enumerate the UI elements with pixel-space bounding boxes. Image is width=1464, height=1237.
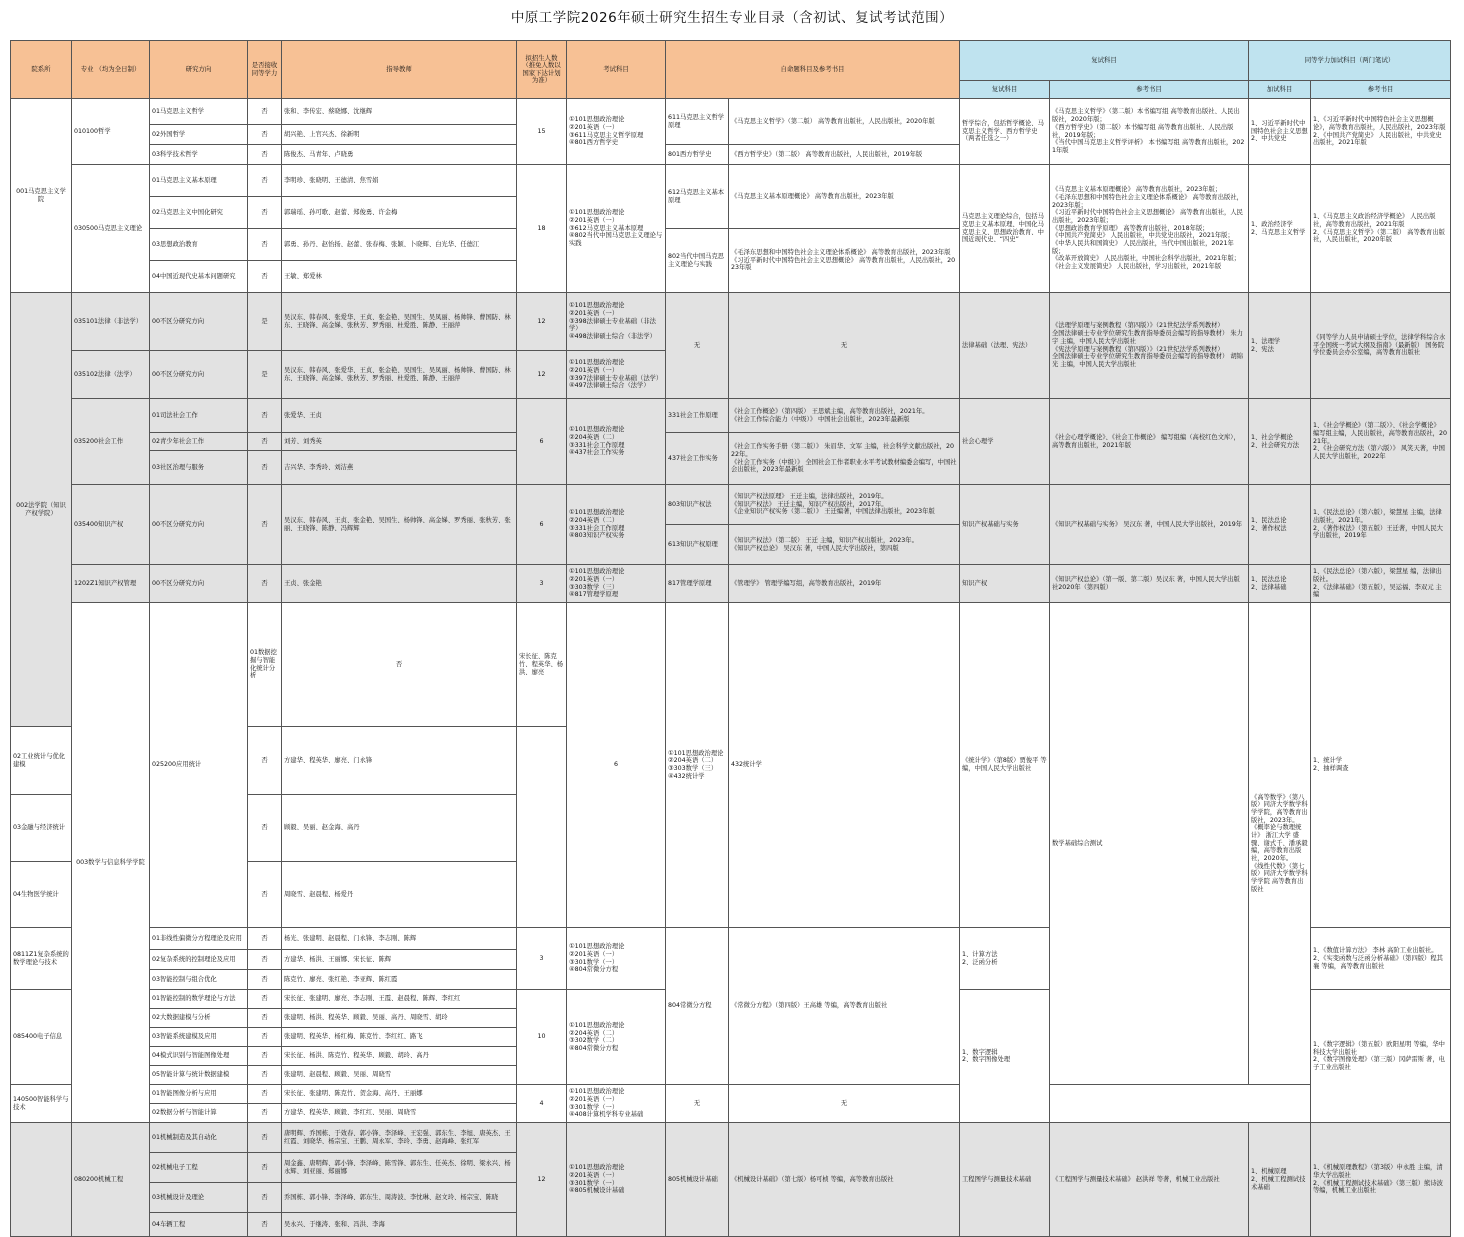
direction-cell: 03科学技术哲学 (150, 145, 248, 165)
header-jiashi-subject: 加试科目 (1249, 81, 1311, 99)
fushi-subject-cell: 马克思主义理论综合，包括马克思主义基本原理、中国化马克思主义、思想政治教育、中国近现代史、“四史” (960, 165, 1050, 293)
direction-cell: 02大数据建模与分析 (150, 1009, 248, 1028)
fushi-ref-cell: 《高等数学》（第八版）同济大学数学科学学院，高等教育出版社，2023年。 《概率论与数理统计》 浙江大学 盛骤、谢式千、潘承毅 编，高等教育出版社，2020年。 《线性代数》（第七版）同济大学数学科学学院 高等教育出版社 (1249, 603, 1311, 1085)
zizhu-book-cell: 《知识产权法》（第二版） 王迁 主编，知识产权出版社，2023年。 《知识产权总论》 吴汉东 著，中国人民大学出版社，第四版 (729, 525, 960, 565)
zizhu-subject-cell: 611马克思主义哲学原理 (666, 99, 729, 145)
zizhu-subject-cell: 612马克思主义基本原理 (666, 165, 729, 229)
zizhu-book-cell: 《统计学》（第8版）贾俊平 等编，中国人民大学出版社 (960, 603, 1050, 928)
direction-cell: 00不区分研究方向 (150, 485, 248, 565)
direction-cell: 02外国哲学 (150, 125, 248, 145)
advisor-cell: 李明珍、张晓明、王德清、焦雪娟 (282, 165, 517, 197)
advisor-cell: 周金鑫、唐明辉、郭小锋、李泽峰、陈雪锋、郭东生、任英杰、徐明、梁永兴、杨永辉、刘亚丽、郑丽娜 (282, 1153, 517, 1183)
exam-cell: ①101思想政治理论 ②204英语（二） ③302数学（二） ④804常微分方程 (567, 990, 666, 1085)
header-jiashi: 同等学力加试科目（两门笔试） (1249, 41, 1451, 81)
advisor-cell: 郭瑞瑶、孙可歌、赵蕾、郑俊勇、许金梅 (282, 197, 517, 229)
advisor-cell: 张建明、赵晨程、顾毅、吴丽、周晓雪 (282, 1066, 517, 1085)
tongdeng-cell: 否 (248, 1213, 282, 1237)
advisor-cell: 吴汉东、韩春风、张爱华、王贞、张金艳、吴国生、吴凤丽、杨帅锋、曹国防、林东、王晓锋、高金娣、张秋芳、罗秀丽、杜爱胜、陈静、王丽萍 (282, 351, 517, 399)
tongdeng-cell: 否 (248, 125, 282, 145)
tongdeng-cell: 否 (248, 197, 282, 229)
direction-cell: 04车辆工程 (150, 1213, 248, 1237)
direction-cell: 03社区治理与服务 (150, 451, 248, 485)
exam-cell: ①101思想政治理论 ②201英语（一） ③301数学（一） ④804常微分方程 (567, 928, 666, 990)
fushi-ref-cell: 《马克思主义基本原理概论》 高等教育出版社，2023年版； 《毛泽东思想和中国特色社会主义理论体系概论》 高等教育出版社，2023年版； 《习近平新时代中国特色社会主义思想概论》 高等教育出版社，人民出版社，2023年版； 《思想政治教育学原理》 高等教育出版社，2018年版； 《中国共产党简史》 人民出版社，中共党史出版社，2021年版； 《中华人民共和国简史》 人民出版社，当代中国出版社，2021年版； 《改革开放简史》 人民出版社，中国社会科学出版社，2021年版； 《社会主义发展简史》 人民出版社，学习出版社，2021年版 (1050, 165, 1249, 293)
direction-cell: 02马克思主义中国化研究 (150, 197, 248, 229)
plan-cell: 18 (517, 165, 567, 293)
direction-cell: 04模式识别与智能图像处理 (150, 1047, 248, 1066)
plan-cell: 3 (517, 565, 567, 603)
direction-cell: 01数据挖掘与智能化统计分析 (248, 603, 282, 727)
header-fushi-subject: 复试科目 (960, 81, 1050, 99)
exam-cell: ①101思想政治理论 ②201英语（一） ③398法律硕士专业基础（非法学） ④498法律硕士综合（非法学） (567, 293, 666, 351)
tongdeng-cell: 否 (248, 1009, 282, 1028)
tongdeng-cell: 否 (248, 451, 282, 485)
plan-cell: 4 (517, 1085, 567, 1123)
jiashi-ref-cell: 1、《民法总论》（第六版），梁慧星 主编，法律出版社，2021年。 2、《著作权法》（第五版）王迁著，中国人民大学出版社，2019年 (1311, 485, 1451, 565)
jiashi-subject-cell: 1、社会学概论 2、社会研究方法 (1249, 399, 1311, 485)
exam-cell: ①101思想政治理论 ②204英语（二） ③331社会工作原理 ④803知识产权实务 (567, 485, 666, 565)
tongdeng-cell: 否 (248, 1047, 282, 1066)
advisor-cell: 宋长征、张建明、陈克竹、贺金海、高丹、王丽娜 (282, 1085, 517, 1104)
jiashi-ref-cell: 1、《数值计算方法》 李林 高阶工业出版社。 2、《实变函数与泛函分析基础》（第四版）程其襄 等编，高等教育出版社 (1311, 928, 1451, 990)
fushi-subject-cell: 知识产权基础与实务 (960, 485, 1050, 565)
fushi-subject-cell: 数学基础综合测试 (1050, 603, 1249, 1085)
zizhu-subject-cell: 无 (666, 293, 729, 399)
catalog-table (10, 40, 1451, 1237)
tongdeng-cell: 否 (248, 990, 282, 1009)
advisor-cell: 唐明辉、乔国栋、于效春、郭小锋、李泽峰、王宏强、郭东生、李旭、唐英杰、王红霞、刘晓华、杨宗宝、王鹏、周永军、李玲、李勇、赵海峰、张红军 (282, 1123, 517, 1153)
jiashi-subject-cell: 1、习近平新时代中国特色社会主义思想 2、中共党史 (1249, 99, 1311, 165)
advisor-cell: 方建华、程英华、顾毅、李红红、吴丽、周晓雪 (282, 1104, 517, 1123)
exam-cell: ①101思想政治理论 ②201英语（一） ③612马克思主义基本原理 ④802当代中国马克思主义理论与实践 (567, 165, 666, 293)
direction-cell: 01司法社会工作 (150, 399, 248, 433)
advisor-cell: 宋长征、陈克竹、程英华、杨洪、廖亮 (517, 603, 567, 727)
advisor-cell: 顾毅、吴丽、赵金海、高丹 (282, 795, 517, 861)
zizhu-subject-cell: 804常微分方程 (666, 928, 729, 1085)
direction-cell: 01马克思主义哲学 (150, 99, 248, 125)
direction-cell: 04生物医学统计 (11, 861, 72, 928)
advisor-cell: 陈俊杰、马青年、卢晓勇 (282, 145, 517, 165)
jiashi-ref-cell: 1、《习近平新时代中国特色社会主义思想概论》，高等教育出版社，人民出版社，2023年版 2、《中国共产党简史》 人民出版社，中共党史出版社，2021年版 (1311, 99, 1451, 165)
fushi-ref-cell: 《社会心理学概论》、《社会工作概论》 编写组编（高校红色文库），高等教育出版社，2021年版 (1050, 399, 1249, 485)
zizhu-subject-cell: 803知识产权法 (666, 485, 729, 525)
major-cell: 0811Z1复杂系统的数学理论与技术 (11, 928, 72, 990)
tongdeng-cell: 否 (282, 603, 517, 727)
tongdeng-cell: 否 (248, 433, 282, 451)
plan-cell: 15 (517, 99, 567, 165)
advisor-cell: 宋长征、张建明、廖亮、李志刚、王霞、赵晨程、陈辉、李红红 (282, 990, 517, 1009)
advisor-cell: 乔国栋、郭小锋、李泽峰、郭东生、周涛波、李忱琳、赵文玲、杨宗宝、陈晓 (282, 1183, 517, 1213)
tongdeng-cell: 否 (248, 1028, 282, 1047)
direction-cell: 03智能系统建模及应用 (150, 1028, 248, 1047)
plan-cell: 12 (517, 351, 567, 399)
direction-cell: 00不区分研究方向 (150, 351, 248, 399)
major-cell: 035101法律（非法学） (72, 293, 150, 351)
plan-cell: 12 (517, 1123, 567, 1237)
major-cell: 030500马克思主义理论 (72, 165, 150, 293)
fushi-subject-cell: 社会心理学 (960, 399, 1050, 485)
zizhu-book-cell: 《管理学》 管理学编写组，高等教育出版社，2019年 (729, 565, 960, 603)
header-fushi-ref: 参考书目 (1050, 81, 1249, 99)
zizhu-subject-cell: 613知识产权原理 (666, 525, 729, 565)
dept-cell: 001马克思主义学院 (11, 99, 72, 293)
jiashi-subject-cell: 1、计算方法 2、泛函分析 (960, 928, 1050, 990)
exam-cell: ①101思想政治理论 ②201英语（一） ③303数学（三） ④817管理学原理 (567, 565, 666, 603)
tongdeng-cell: 否 (248, 1183, 282, 1213)
tongdeng-cell: 否 (248, 928, 282, 950)
advisor-cell: 周晓雪、赵晨程、杨爱丹 (282, 861, 517, 928)
plan-cell: 12 (517, 293, 567, 351)
zizhu-subject-cell: 432统计学 (729, 603, 960, 928)
advisor-cell: 杨光、张建明、赵晨程、门永锋、李志刚、陈辉 (282, 928, 517, 950)
zizhu-subject-cell: 805机械设计基础 (666, 1123, 729, 1237)
header-zizhu: 自命题科目及参考书目 (666, 41, 960, 99)
tongdeng-cell: 否 (248, 861, 282, 928)
jiashi-ref-cell: 1、《马克思主义政治经济学概论》 人民出版社，高等教育出版社，2021年版 2、《马克思主义哲学》（第二版） 高等教育出版社，人民出版社，2020年版 (1311, 165, 1451, 293)
zizhu-book-cell: 《社会工作实务手册（第二版）》 朱眉华、文军 主编，社会科学文献出版社，2022年。 《社会工作实务（中级）》 全国社会工作者职业水平考试教材编委会编写，中国社会出版社，2023年最新版 (729, 433, 960, 485)
dept-cell: 002法学院（知识产权学院） (11, 293, 72, 727)
jiashi-subject-cell: 1、法理学 2、宪法 (1249, 293, 1311, 399)
header-fushi: 复试科目 (960, 41, 1249, 81)
tongdeng-cell: 否 (248, 950, 282, 970)
zizhu-book-cell: 《西方哲学史》（第二版） 高等教育出版社，人民出版社，2019年版 (729, 145, 960, 165)
major-cell: 1202Z1知识产权管理 (72, 565, 150, 603)
direction-cell: 04中国近现代史基本问题研究 (150, 261, 248, 293)
fushi-subject-cell: 法律基础（法理、宪法） (960, 293, 1050, 399)
zizhu-book-cell: 《社会工作概论》（第四版） 王思斌主编，高等教育出版社，2021年。 《社会工作综合能力（中级）》 中国社会出版社，2023年最新版 (729, 399, 960, 433)
plan-cell: 6 (517, 399, 567, 485)
major-cell: 035200社会工作 (72, 399, 150, 485)
major-cell: 025200应用统计 (150, 603, 248, 928)
direction-cell: 03思想政治教育 (150, 229, 248, 261)
dept-cell: 003数学与信息科学学院 (72, 603, 150, 1123)
major-cell: 010100哲学 (72, 99, 150, 165)
advisor-cell: 胡兴艳、上官兴杰、徐新明 (282, 125, 517, 145)
dept-cell (11, 1123, 72, 1237)
tongdeng-cell: 否 (248, 970, 282, 990)
direction-cell: 01智能控制的数学理论与方法 (150, 990, 248, 1009)
major-cell: 035400知识产权 (72, 485, 150, 565)
direction-cell: 02机械电子工程 (150, 1153, 248, 1183)
header-exam: 考试科目 (567, 41, 666, 99)
jiashi-subject-cell: 1、数字逻辑 2、数字图像处理 (960, 990, 1050, 1123)
direction-cell: 03金融与经济统计 (11, 795, 72, 861)
jiashi-ref-cell: 1、《数字逻辑》（第五版）欧阳星明 等编，华中科技大学出版社 2、《数字图像处理》（第三版）冈萨雷斯 著，电子工业出版社 (1311, 990, 1451, 1123)
exam-cell: ①101思想政治理论 ②201英语（一） ③301数学（一） ④408计算机学科专业基础 (567, 1085, 666, 1123)
direction-cell: 03机械设计及理论 (150, 1183, 248, 1213)
tongdeng-cell: 否 (248, 399, 282, 433)
zizhu-subject-cell: 331社会工作原理 (666, 399, 729, 433)
jiashi-subject-cell: 1、民法总论 2、著作权法 (1249, 485, 1311, 565)
advisor-cell: 张爱华、王贞 (282, 399, 517, 433)
tongdeng-cell: 否 (248, 261, 282, 293)
major-cell: 080200机械工程 (72, 1123, 150, 1237)
advisor-cell: 王贞、张金艳 (282, 565, 517, 603)
zizhu-subject-cell: 无 (666, 1085, 729, 1123)
plan-cell: 6 (517, 485, 567, 565)
advisor-cell: 吴永兴、于继涛、张和、冯洪、李海 (282, 1213, 517, 1237)
jiashi-ref-cell: 1、《民法总论》（第六版），梁慧星 编，法律出版社。 2、《法律基础》（第五版），吴运福、李双元 主编 (1311, 565, 1451, 603)
direction-cell: 05智能计算与统计数据建模 (150, 1066, 248, 1085)
fushi-ref-cell: 《知识产权总论》（第一版、第二版）吴汉东 著，中国人民大学出版社2020年（第四版） (1050, 565, 1249, 603)
fushi-ref-cell: 《工程图学与测量技术基础》 赵洪祥 等著，机械工业出版社 (1050, 1123, 1249, 1237)
direction-cell: 00不区分研究方向 (150, 565, 248, 603)
tongdeng-cell: 否 (248, 1066, 282, 1085)
zizhu-book-cell: 《知识产权法原理》 王迁主编，法律出版社，2019年。 《知识产权法》 王迁主编，知识产权出版社，2017年。 《企业知识产权实务（第二版）》 王迁编著，中国法律出版社，2023年版 (729, 485, 960, 525)
zizhu-book-cell: 《机械设计基础》（第七版）杨可桢 等编，高等教育出版社 (729, 1123, 960, 1237)
tongdeng-cell: 否 (248, 165, 282, 197)
tongdeng-cell: 否 (248, 229, 282, 261)
direction-cell: 00不区分研究方向 (150, 293, 248, 351)
header-dept: 院系所 (11, 41, 72, 99)
major-cell: 085400电子信息 (11, 990, 72, 1085)
jiashi-ref-cell: 1、《社会学概论》（第二版）》、《社会学概论》 编写组主编，人民出版社，高等教育出版社，2021年。 2、《社会研究方法（第六版）》 风笑天著，中国人民大学出版社，2022年 (1311, 399, 1451, 485)
fushi-ref-cell: 《法理学原理与案例教程（第四版）》（21世纪法学系列教材） 全国法律硕士专业学位研究生教育指导委员会编写的指导教材） 朱力宇 主编，中国人民大学出版社 《宪法学原理与案例教程（第四版）》（21世纪法学系列教材） 全国法律硕士专业学位研究生教育指导委员会编写的指导教材） 胡锦光 主编，中国人民大学出版社 (1050, 293, 1249, 399)
advisor-cell: 郭勇、孙丹、赵怡扬、赵蕾、张春梅、张颖、卜晓辉、白光华、任德江 (282, 229, 517, 261)
advisor-cell: 王敏、郑爱林 (282, 261, 517, 293)
tongdeng-cell: 否 (248, 795, 282, 861)
direction-cell: 01马克思主义基本原理 (150, 165, 248, 197)
jiashi-ref-cell: 1、《机械原理教程》（第3版）申永胜 主编，清华大学出版社 2、《机械工程测试技术基础》（第三版）熊诗波 等编，机械工业出版社 (1311, 1123, 1451, 1237)
zizhu-book-cell: 《马克思主义哲学》（第二版） 高等教育出版社，人民出版社，2020年版 (729, 99, 960, 145)
zizhu-book-cell: 《毛泽东思想和中国特色社会主义理论体系概论》 高等教育出版社，2023年版 《习近平新时代中国特色社会主义思想概论》 高等教育出版社，人民出版社，2023年版 (729, 229, 960, 293)
exam-cell: ①101思想政治理论 ②204英语（二） ③331社会工作原理 ④437社会工作实务 (567, 399, 666, 485)
zizhu-book-cell: 无 (729, 293, 960, 399)
fushi-ref-cell: 《知识产权基础与实务》 吴汉东 著，中国人民大学出版社，2019年 (1050, 485, 1249, 565)
tongdeng-cell: 否 (248, 1085, 282, 1104)
tongdeng-cell: 否 (248, 1104, 282, 1123)
header-direction: 研究方向 (150, 41, 248, 99)
exam-cell: ①101思想政治理论 ②201英语（一） ③611马克思主义哲学原理 ④801西方哲学史 (567, 99, 666, 165)
tongdeng-cell: 否 (248, 1123, 282, 1153)
tongdeng-cell: 否 (248, 145, 282, 165)
direction-cell: 02数据分析与智能计算 (150, 1104, 248, 1123)
tongdeng-cell: 否 (248, 99, 282, 125)
advisor-cell: 张和、李传宏、蔡晓娜、沈继辉 (282, 99, 517, 125)
zizhu-subject-cell: 817管理学原理 (666, 565, 729, 603)
direction-cell: 02青少年社会工作 (150, 433, 248, 451)
advisor-cell: 吉兴华、李秀玲、刘洁燕 (282, 451, 517, 485)
jiashi-subject-cell: 1、民法总论 2、法律基础 (1249, 565, 1311, 603)
direction-cell: 01非线性偏微分方程理论及应用 (150, 928, 248, 950)
header-tongdeng: 是否接收 同等学力 (248, 41, 282, 99)
exam-cell: ①101思想政治理论 ②204英语（二） ③303数学（三） ④432统计学 (666, 603, 729, 928)
advisor-cell: 刘芳、刘秀英 (282, 433, 517, 451)
plan-cell: 3 (517, 928, 567, 990)
exam-cell: ①101思想政治理论 ②201英语（一） ③397法律硕士专业基础（法学） ④497法律硕士综合（法学） (567, 351, 666, 399)
header-major: 专业 （均为全日制） (72, 41, 150, 99)
jiashi-subject-cell: 1、机械原理 2、机械工程测试技术基础 (1249, 1123, 1311, 1237)
jiashi-subject-cell: 1、政治经济学 2、马克思主义哲学 (1249, 165, 1311, 293)
plan-cell: 10 (517, 990, 567, 1085)
zizhu-subject-cell: 801西方哲学史 (666, 145, 729, 165)
tongdeng-cell: 否 (248, 727, 282, 795)
zizhu-book-cell: 无 (729, 1085, 960, 1123)
tongdeng-cell: 是 (248, 351, 282, 399)
tongdeng-cell: 否 (248, 1153, 282, 1183)
header-advisor: 指导教师 (282, 41, 517, 99)
direction-cell: 01智能图像分析与应用 (150, 1085, 248, 1104)
advisor-cell: 张建明、程英华、杨红梅、陈克竹、李红红、路飞 (282, 1028, 517, 1047)
direction-cell: 01机械制造及其自动化 (150, 1123, 248, 1153)
zizhu-book-cell: 《马克思主义基本原理概论》 高等教育出版社，2023年版 (729, 165, 960, 229)
advisor-cell: 吴汉东、韩春风、王贞、张金艳、吴国生、杨帅锋、高金娣、罗秀丽、张秋芳、张丽、王晓锋、陈静、冯辉辉 (282, 485, 517, 565)
fushi-ref-cell: 《马克思主义哲学》（第二版）本书编写组 高等教育出版社、人民出版社，2020年版； 《西方哲学史》（第二版）本书编写组 高等教育出版社、人民出版社，2019年版； 《当代中国马克思主义哲学评析》 本书编写组 高等教育出版社，2021年版 (1050, 99, 1249, 165)
fushi-subject-cell: 哲学综合，包括哲学概论、马克思主义哲学、西方哲学史（两者任选之一） (960, 99, 1050, 165)
major-cell: 140500智能科学与技术 (11, 1085, 72, 1123)
advisor-cell: 方建华、杨洪、王丽娜、宋长征、陈辉 (282, 950, 517, 970)
advisor-cell: 方建华、程英华、廖亮、门永锋 (282, 727, 517, 795)
zizhu-subject-cell: 802当代中国马克思主义理论与实践 (666, 229, 729, 293)
direction-cell: 02工业统计与优化建模 (11, 727, 72, 795)
plan-cell: 6 (567, 603, 666, 928)
advisor-cell: 陈克竹、廖亮、张红艳、李亚辉、陈红霞 (282, 970, 517, 990)
advisor-cell: 吴汉东、韩春风、张爱华、王贞、张金艳、吴国生、吴凤丽、杨帅锋、曹国防、林东、王晓锋、高金娣、张秋芳、罗秀丽、杜爱胜、陈静、王丽萍 (282, 293, 517, 351)
tongdeng-cell: 否 (248, 485, 282, 565)
major-cell: 035102法律（法学） (72, 351, 150, 399)
direction-cell: 02复杂系统的控制理论及应用 (150, 950, 248, 970)
jiashi-subject-cell: 1、统计学 2、抽样调查 (1311, 603, 1451, 928)
advisor-cell: 宋长征、杨洪、陈克竹、程英华、顾毅、胡玲、高丹 (282, 1047, 517, 1066)
page-title: 中原工学院2026年硕士研究生招生专业目录（含初试、复试考试范围） (510, 10, 954, 26)
fushi-subject-cell: 工程图学与测量技术基础 (960, 1123, 1050, 1237)
tongdeng-cell: 是 (248, 293, 282, 351)
zizhu-book-cell: 《常微分方程》（第四版）王高雄 等编，高等教育出版社 (729, 928, 960, 1085)
advisor-cell: 张建明、杨洪、程英华、顾毅、吴丽、高丹、周晓雪、胡玲 (282, 1009, 517, 1028)
fushi-subject-cell: 知识产权 (960, 565, 1050, 603)
exam-cell: ①101思想政治理论 ②201英语（一） ③301数学（一） ④805机械设计基础 (567, 1123, 666, 1237)
direction-cell: 03智能控制与组合优化 (150, 970, 248, 990)
header-jiashi-ref: 参考书目 (1311, 81, 1451, 99)
zizhu-subject-cell: 437社会工作实务 (666, 433, 729, 485)
tongdeng-cell: 否 (248, 565, 282, 603)
header-plan: 拟招生人数 （推免人数以 国家下达计划 为准） (517, 41, 567, 99)
jiashi-ref-cell: 《同等学力人员申请硕士学位，法律学科综合水平全国统一考试大纲及指南》（最新版） 国务院学位委员会办公室编，高等教育出版社 (1311, 293, 1451, 399)
